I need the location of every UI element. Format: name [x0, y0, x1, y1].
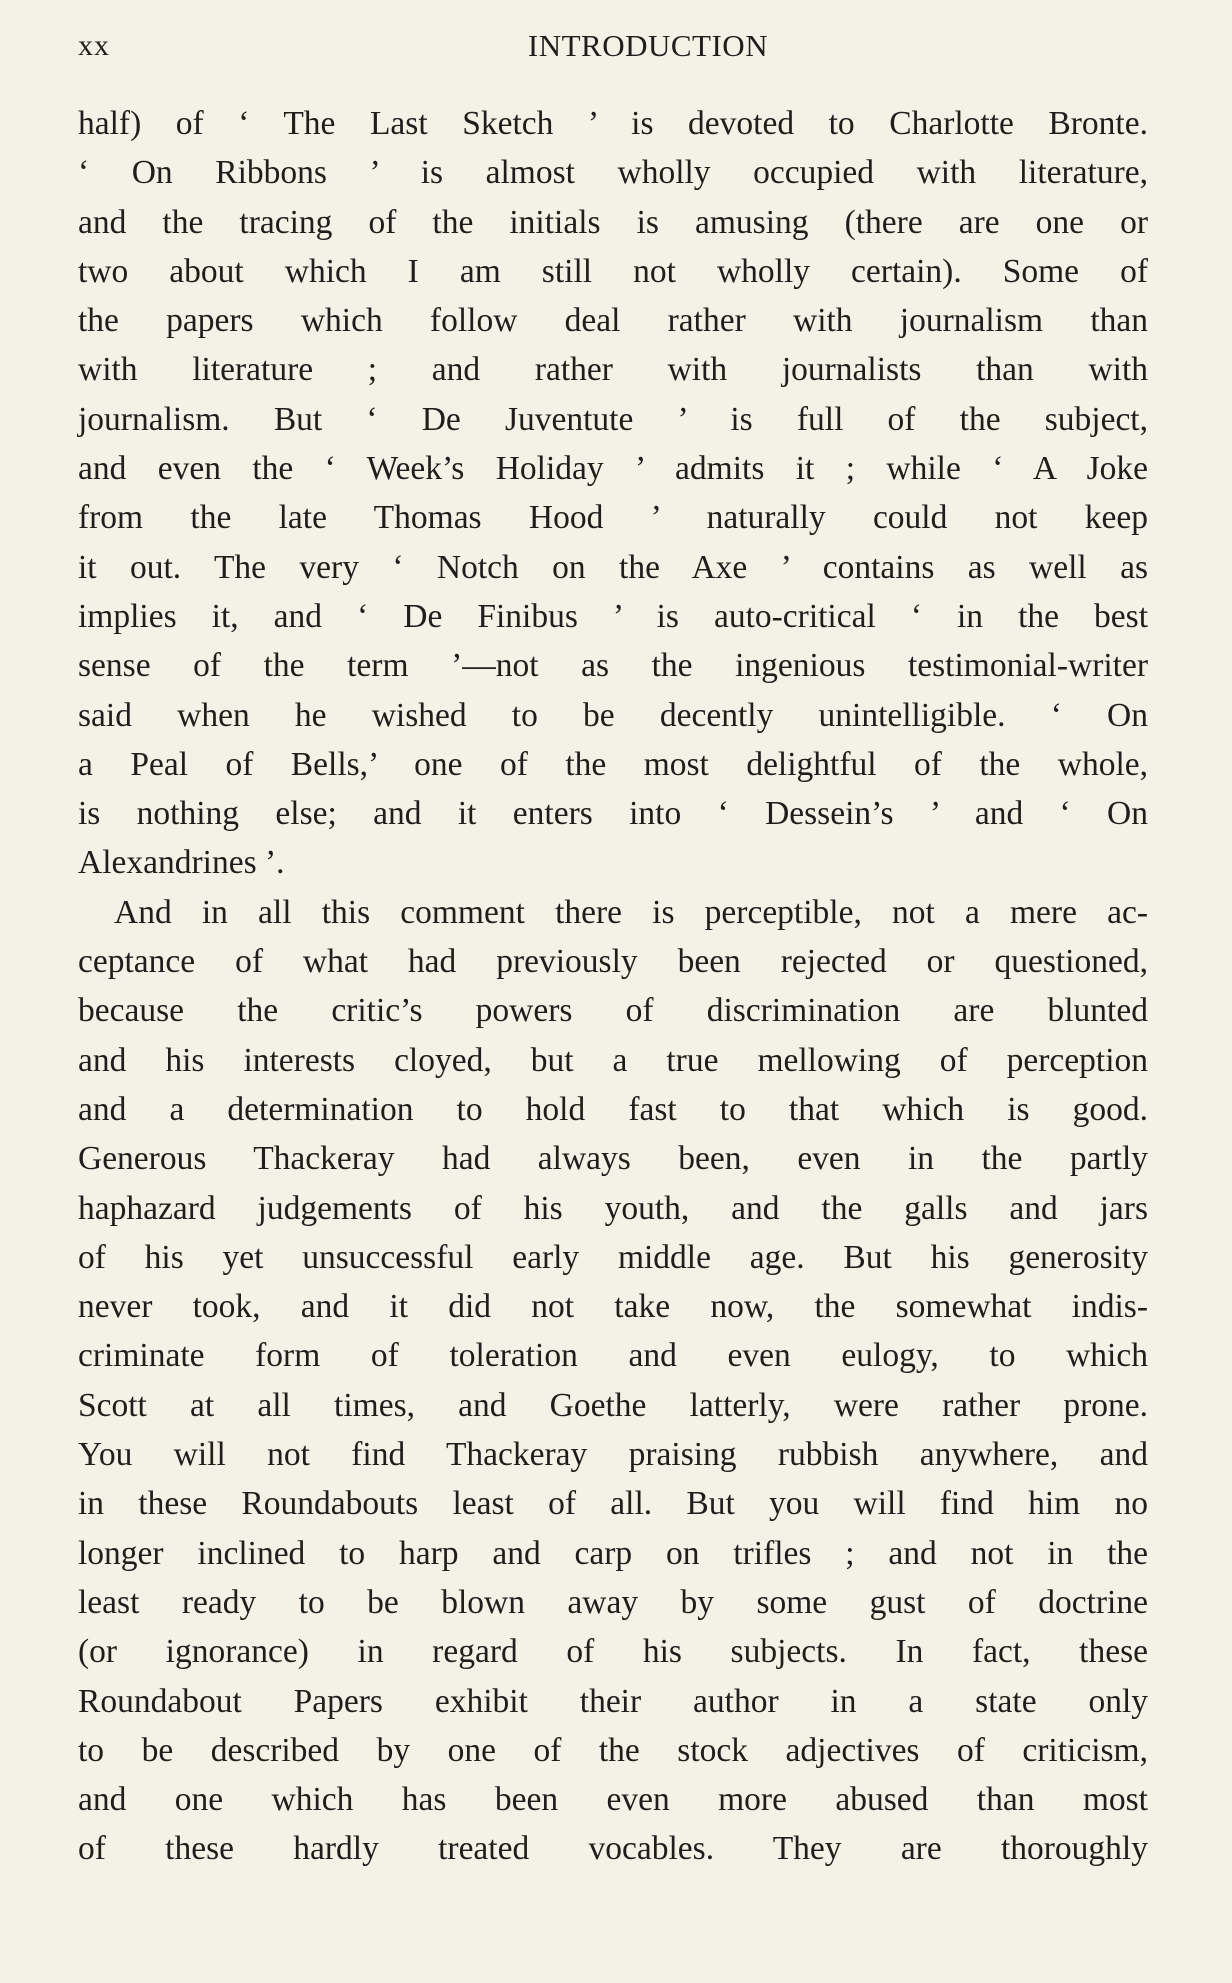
text-line: to be described by one of the stock adjectives of criticism,: [78, 1731, 1148, 1769]
text-line: with literature ; and rather with journalists than with: [78, 351, 1148, 389]
text-line: Scott at all times, and Goethe latterly, were rather prone.: [78, 1386, 1148, 1424]
text-line: ceptance of what had previously been rejected or questioned,: [78, 943, 1148, 981]
paragraph-1: [78, 99, 1148, 888]
running-head: INTRODUCTION: [527, 28, 769, 63]
text-line: two about which I am still not wholly certain). Some of: [78, 252, 1148, 290]
text-line: of his yet unsuccessful early middle age. But his generosity: [78, 1238, 1148, 1276]
text-line: because the critic’s powers of discrimination are blunted: [78, 992, 1148, 1030]
text-line: implies it, and ‘ De Finibus ’ is auto-critical ‘ in the best: [78, 597, 1148, 635]
text-line: Generous Thackeray had always been, even in the partly: [78, 1140, 1148, 1178]
text-line: a Peal of Bells,’ one of the most delightful of the whole,: [78, 745, 1148, 783]
text-line: from the late Thomas Hood ’ naturally could not keep: [78, 499, 1148, 537]
body-text: [78, 99, 1148, 1874]
text-line: of these hardly treated vocables. They are thoroughly: [78, 1830, 1148, 1868]
text-line: journalism. But ‘ De Juventute ’ is full of the subject,: [78, 400, 1148, 438]
text-line: never took, and it did not take now, the somewhat indis-: [78, 1288, 1148, 1326]
text-line: sense of the term ’—not as the ingenious testimonial-writer: [78, 647, 1148, 685]
paragraph-2: [78, 888, 1148, 1874]
text-line: (or ignorance) in regard of his subjects. In fact, these: [78, 1633, 1148, 1671]
text-line: it out. The very ‘ Notch on the Axe ’ contains as well as: [78, 548, 1148, 586]
text-line: Roundabout Papers exhibit their author in a state only: [78, 1682, 1148, 1720]
text-line: and even the ‘ Week’s Holiday ’ admits it ; while ‘ A Joke: [78, 450, 1148, 488]
text-line: is nothing else; and it enters into ‘ Dessein’s ’ and ‘ On: [78, 795, 1148, 833]
text-line: You will not find Thackeray praising rubbish anywhere, and: [78, 1436, 1148, 1474]
text-line: and the tracing of the initials is amusing (there are one or: [78, 203, 1148, 241]
text-line: criminate form of toleration and even eulogy, to which: [78, 1337, 1148, 1375]
text-line: half) of ‘ The Last Sketch ’ is devoted to Charlotte Bronte.: [78, 105, 1148, 142]
text-line: haphazard judgements of his youth, and the galls and jars: [78, 1189, 1148, 1227]
text-line: and his interests cloyed, but a true mellowing of perception: [78, 1041, 1148, 1079]
text-line: ‘ On Ribbons ’ is almost wholly occupied with literature,: [78, 154, 1148, 192]
text-line: the papers which follow deal rather with journalism than: [78, 302, 1148, 340]
text-line: said when he wished to be decently unintelligible. ‘ On: [78, 696, 1148, 734]
text-line: and a determination to hold fast to that which is good.: [78, 1090, 1148, 1128]
text-line: longer inclined to harp and carp on trifles ; and not in the: [78, 1534, 1148, 1572]
text-line: in these Roundabouts least of all. But you will find him no: [78, 1485, 1148, 1523]
text-line: and one which has been even more abused than most: [78, 1781, 1148, 1819]
text-line: And in all this comment there is perceptible, not a mere ac-: [114, 893, 1148, 931]
page-header: [78, 26, 1148, 66]
text-line: Alexandrines ’.: [78, 844, 285, 882]
page-number: xx: [78, 29, 110, 62]
text-line: least ready to be blown away by some gust of doctrine: [78, 1583, 1148, 1621]
